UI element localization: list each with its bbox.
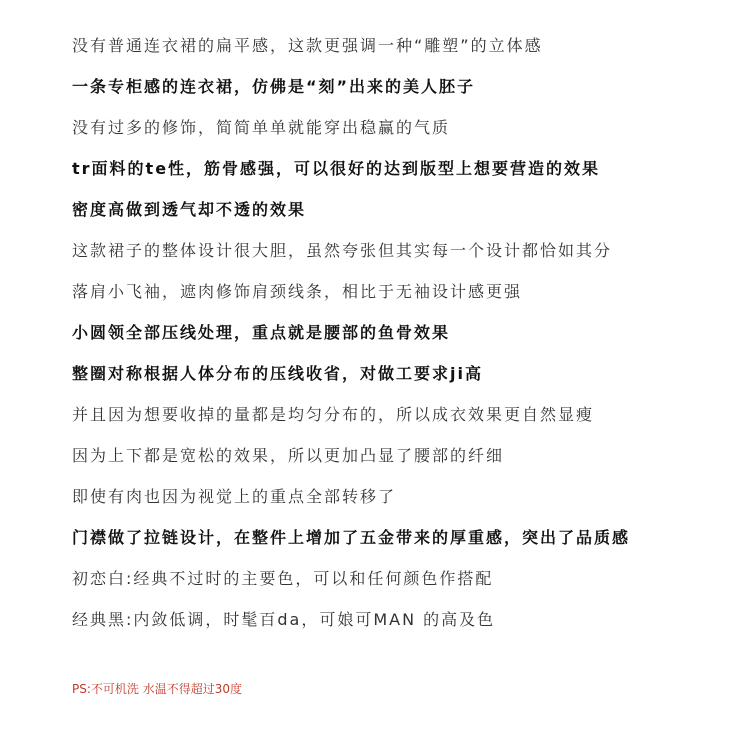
description-line-1: 没有普通连衣裙的扁平感，这款更强调一种“雕塑”的立体感 bbox=[72, 36, 543, 55]
description-line-10: 并且因为想要收掉的量都是均匀分布的，所以成衣效果更自然显瘦 bbox=[72, 405, 595, 424]
description-line-7: 落肩小飞袖，遮肉修饰肩颈线条，相比于无袖设计感更强 bbox=[72, 282, 523, 301]
description-line-11: 因为上下都是宽松的效果，所以更加凸显了腰部的纤细 bbox=[72, 446, 505, 465]
description-line-8: 小圆领全部压线处理，重点就是腰部的鱼骨效果 bbox=[72, 323, 451, 342]
description-line-2: 一条专柜感的连衣裙，仿佛是“刻”出来的美人胚子 bbox=[72, 77, 476, 96]
description-line-3: 没有过多的修饰，简简单单就能穿出稳赢的气质 bbox=[72, 118, 451, 137]
description-line-9: 整圈对称根据人体分布的压线收省，对做工要求ji高 bbox=[72, 364, 483, 383]
color-description-black: 经典黑:内敛低调，时髦百da，可娘可MAN 的高及色 bbox=[72, 610, 496, 629]
description-line-5: 密度高做到透气却不透的效果 bbox=[72, 200, 307, 219]
description-line-4: tr面料的te性，筋骨感强，可以很好的达到版型上想要营造的效果 bbox=[72, 159, 601, 178]
description-line-6: 这款裙子的整体设计很大胆，虽然夸张但其实每一个设计都恰如其分 bbox=[72, 241, 613, 260]
description-line-12: 即使有肉也因为视觉上的重点全部转移了 bbox=[72, 487, 397, 506]
color-description-white: 初恋白:经典不过时的主要色，可以和任何颜色作搭配 bbox=[72, 569, 494, 588]
description-line-13: 门襟做了拉链设计，在整件上增加了五金带来的厚重感，突出了品质感 bbox=[72, 528, 631, 547]
washing-note: PS:不可机洗 水温不得超过30度 bbox=[72, 682, 242, 696]
